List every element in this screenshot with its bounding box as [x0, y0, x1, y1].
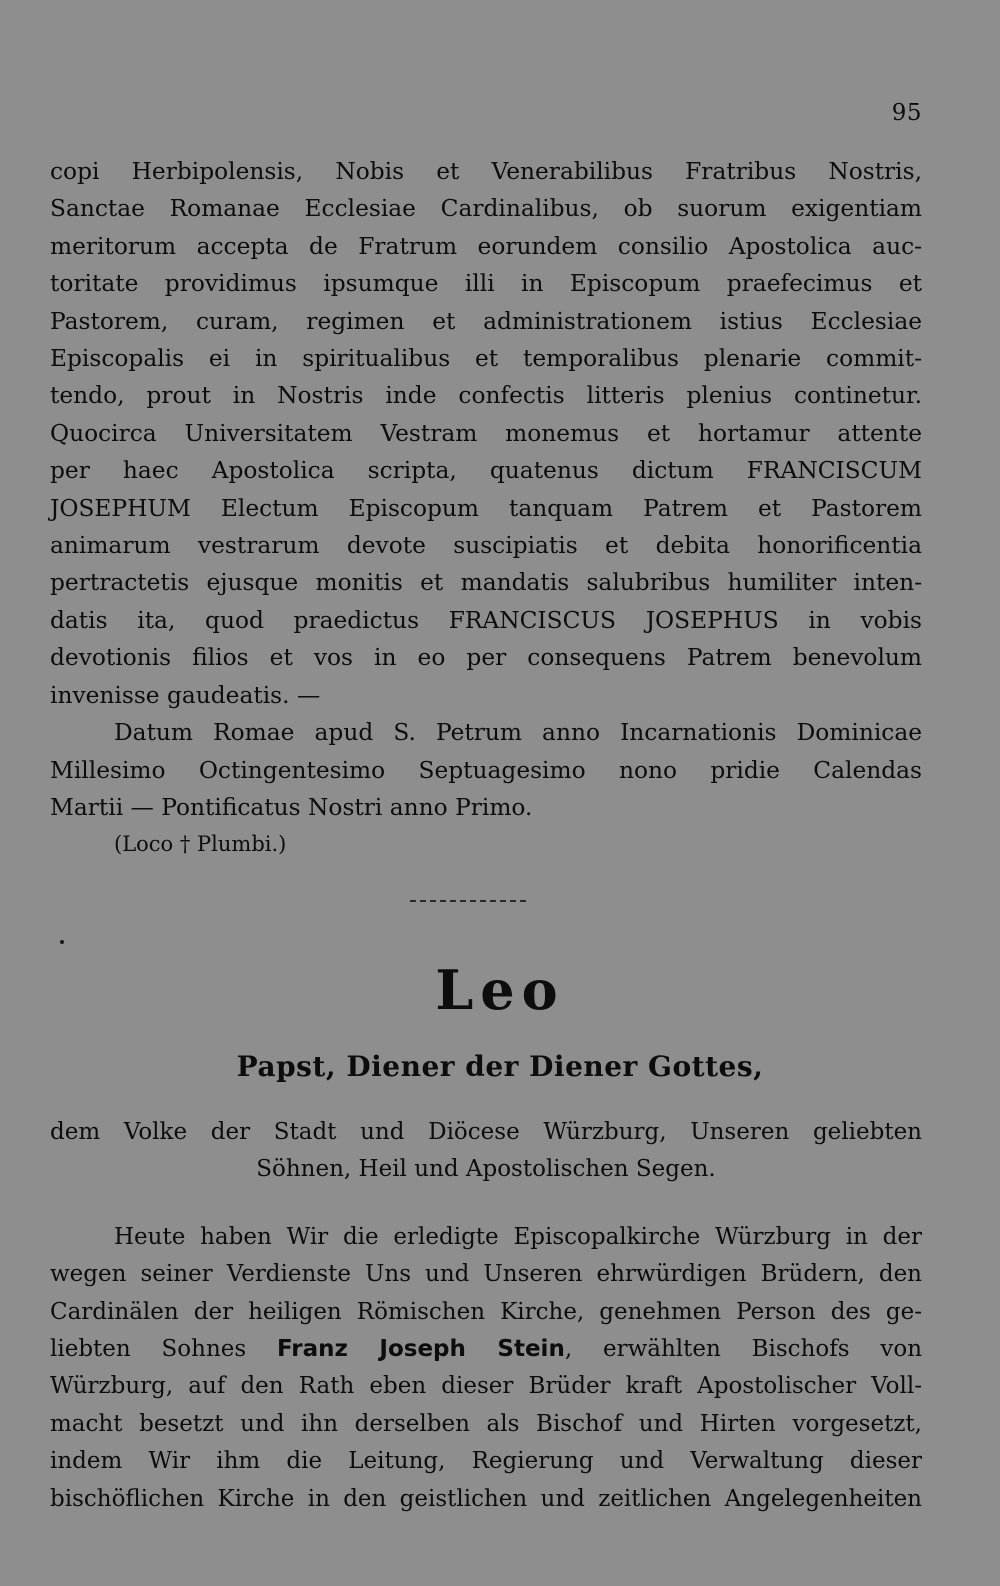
text-line: Heute haben Wir die erledigte Episcopalkirche Würzburg in der	[114, 1223, 922, 1250]
text-line: indem Wir ihm die Leitung, Regierung und Verwaltung dieser	[50, 1448, 922, 1475]
text-line: tendo, prout in Nostris inde confectis litteris plenius continetur.	[50, 382, 922, 410]
text-line: copi Herbipolensis, Nobis et Venerabilibus Fratribus Nostris,	[50, 158, 922, 185]
latin-text-block	[50, 153, 922, 864]
text-line: invenisse gaudeatis. —	[50, 681, 321, 709]
seal-note: (Loco † Plumbi.)	[114, 832, 287, 857]
text-line: animarum vestrarum devote suscipiatis et debita honorificentia	[50, 532, 922, 560]
bishop-name: Franz Joseph Stein	[277, 1336, 565, 1363]
text-line: wegen seiner Verdienste Uns und Unseren ehrwürdigen Brüdern, den	[50, 1261, 922, 1288]
page-number: 95	[891, 100, 922, 126]
document-subtitle: Papst, Diener der Diener Gottes,	[236, 1050, 764, 1083]
text-line: Sanctae Romanae Ecclesiae Cardinalibus, ob suorum exigentiam	[50, 195, 922, 223]
text-line: per haec Apostolica scripta, quatenus dictum FRANCISCUM	[50, 457, 922, 485]
text-line: JOSEPHUM Electum Episcopum tanquam Patrem et Pastorem	[50, 494, 922, 522]
text-line: Quocirca Universitatem Vestram monemus et hortamur attente	[50, 419, 922, 447]
text-line: Cardinälen der heiligen Römischen Kirche, genehmen Person des ge-	[50, 1298, 922, 1325]
text-line: Pastorem, curam, regimen et administrationem istius Ecclesiae	[50, 307, 922, 335]
text-line: Episcopalis ei in spiritualibus et temporalibus plenarie commit-	[50, 345, 922, 373]
text-fragment: , erwählten Bischofs von	[564, 1336, 923, 1363]
text-line: Würzburg, auf den Rath eben dieser Brüder kraft Apostolischer Voll-	[50, 1373, 922, 1400]
document-title: Leo	[435, 958, 565, 1022]
address-line: dem Volke der Stadt und Diöcese Würzburg, Unseren geliebten	[50, 1119, 922, 1145]
text-line: pertractetis ejusque monitis et mandatis salubribus humiliter inten-	[50, 569, 922, 597]
datum-line: Datum Romae apud S. Petrum anno Incarnationis Dominicae	[114, 719, 922, 747]
text-line	[50, 1331, 922, 1368]
datum-line: Martii — Pontificatus Nostri anno Primo.	[50, 793, 533, 821]
datum-line: Millesimo Octingentesimo Septuagesimo nono pridie Calendas	[50, 756, 922, 784]
text-line: devotionis filios et vos in eo per consequens Patrem benevolum	[50, 644, 922, 672]
section-divider	[410, 900, 526, 902]
address-line: Söhnen, Heil und Apostolischen Segen.	[256, 1156, 716, 1183]
text-line: macht besetzt und ihn derselben als Bischof und Hirten vorgesetzt,	[50, 1410, 922, 1437]
text-line: meritorum accepta de Fratrum eorundem consilio Apostolica auc-	[50, 232, 922, 260]
text-line: bischöflichen Kirche in den geistlichen und zeitlichen Angelegenheiten	[50, 1485, 922, 1512]
text-line: toritate providimus ipsumque illi in Episcopum praefecimus et	[50, 270, 922, 298]
german-text-block	[50, 1114, 922, 1518]
text-line: datis ita, quod praedictus FRANCISCUS JOSEPHUS in vobis	[50, 606, 922, 634]
print-speck	[60, 940, 64, 944]
text-fragment: liebten Sohnes	[50, 1336, 247, 1363]
